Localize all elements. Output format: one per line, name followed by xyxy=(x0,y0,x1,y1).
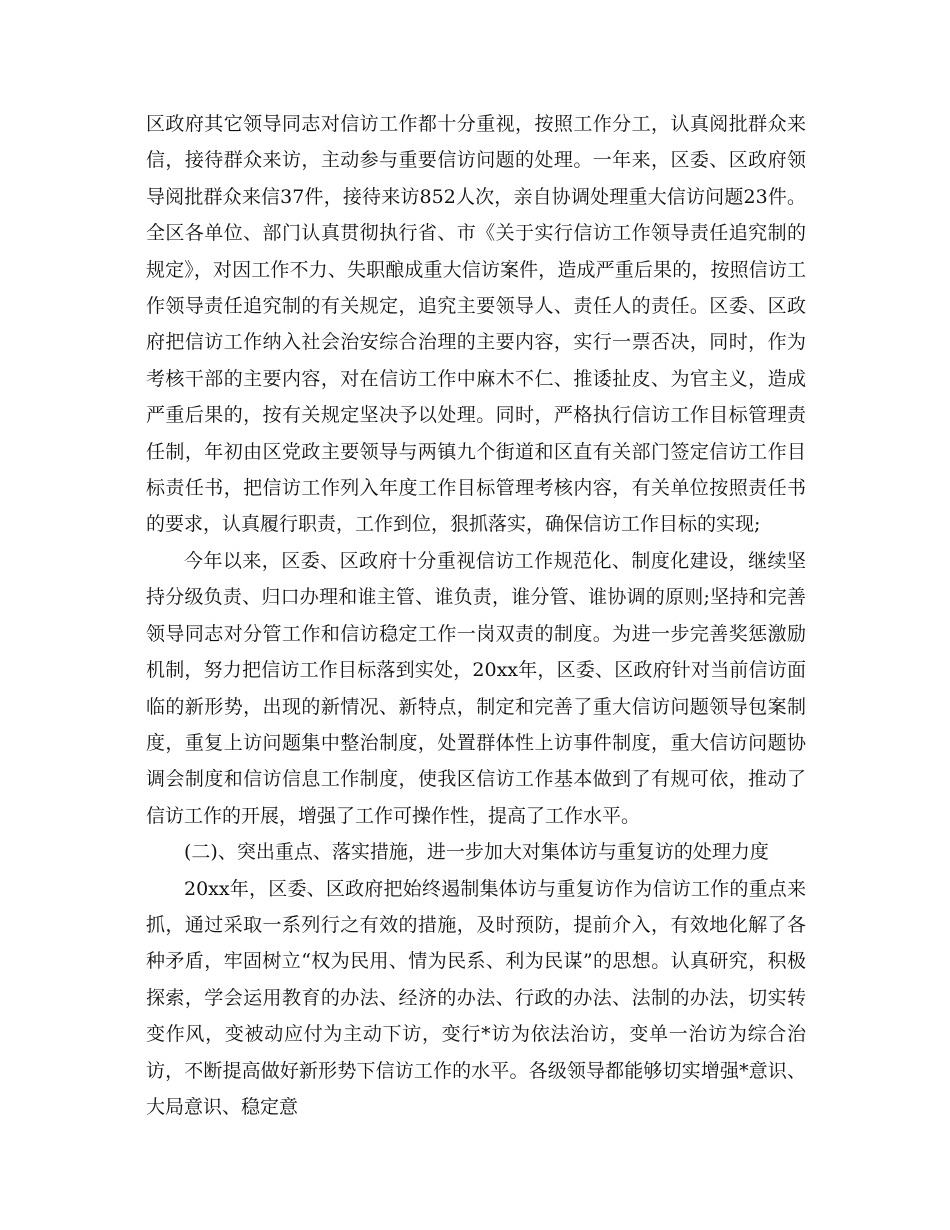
paragraph-continuation: 区政府其它领导同志对信访工作都十分重视，按照工作分工，认真阅批群众来信，接待群众来访，主动参与重要信访问题的处理。一年来，区委、区政府领导阅批群众来信37件，接待来访852人次，亲自协调处理重大信访问题23件。全区各单位、部门认真贯彻执行省、市《关于实行信访工作领导责任追究制的规定》，对因工作不力、失职酿成重大信访案件，造成严重后果的，按照信访工作领导责任追究制的有关规定，追究主要领导人、责任人的责任。区委、区政府把信访工作纳入社会治安综合治理的主要内容，实行一票否决，同时，作为考核干部的主要内容，对在信访工作中麻木不仁、推诿扯皮、为官主义，造成严重后果的，按有关规定坚决予以处理。同时，严格执行信访工作目标管理责任制，年初由区党政主要领导与两镇九个街道和区直有关部门签定信访工作目标责任书，把信访工作列入年度工作目标管理考核内容，有关单位按照责任书的要求，认真履行职责，工作到位，狠抓落实，确保信访工作目标的实现; xyxy=(146,113,806,536)
document-body xyxy=(146,106,806,1125)
paragraph-regulation-building: 今年以来，区委、区政府十分重视信访工作规范化、制度化建设，继续坚持分级负责、归口办理和谁主管、谁负责，谁分管、谁协调的原则;坚持和完善领导同志对分管工作和信访稳定工作一岗双责的制度。为进一步完善奖惩激励机制，努力把信访工作目标落到实处，20xx年，区委、区政府针对当前信访面临的新形势，出现的新情况、新特点，制定和完善了重大信访问题领导包案制度，重复上访问题集中整治制度，处置群体性上访事件制度，重大信访问题协调会制度和信访信息工作制度，使我区信访工作基本做到了有规可依，推动了信访工作的开展，增强了工作可操作性，提高了工作水平。 xyxy=(146,549,806,827)
paragraph-collective-visits: 20xx年，区委、区政府把始终遏制集体访与重复访作为信访工作的重点来抓，通过采取一系列行之有效的措施，及时预防，提前介入，有效地化解了各种矛盾，牢固树立“权为民用、情为民系、利为民谋”的思想。认真研究，积极探索，学会运用教育的办法、经济的办法、行政的办法、法制的办法，切实转变作风，变被动应付为主动下访，变行*访为依法治访，变单一治访为综合治访，不断提高做好新形势下信访工作的水平。各级领导都能够切实增强*意识、大局意识、稳定意 xyxy=(146,877,806,1118)
section-heading: (二)、突出重点、落实措施，进一步加大对集体访与重复访的处理力度 xyxy=(184,841,769,864)
